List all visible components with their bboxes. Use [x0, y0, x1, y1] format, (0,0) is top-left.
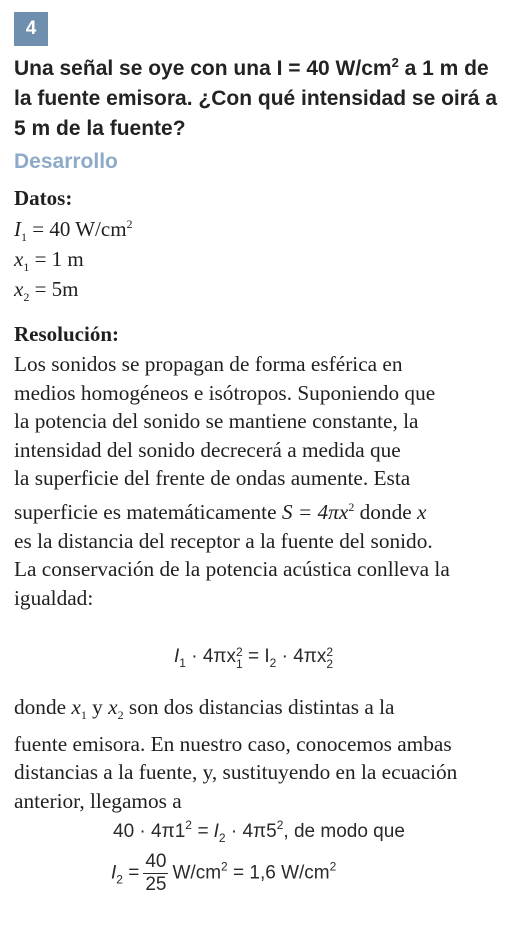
- line6-a: superficie es matemáticamente: [14, 499, 282, 524]
- resolucion-line: medios homogéneos e isótropos. Suponiendo que: [14, 380, 436, 405]
- eq2-c-sup: 2: [276, 818, 284, 832]
- dato-x2: [14, 277, 79, 305]
- dato-x1-rhs: = 1 m: [29, 247, 84, 271]
- after-x2-sub: 2: [117, 708, 124, 722]
- eq1-lhs-var: I: [174, 646, 180, 667]
- resolucion-line: intensidad del sonido decrecerá a medida que: [14, 437, 401, 462]
- after-word1: donde: [14, 695, 72, 719]
- eq2-b-sub: 2: [218, 831, 226, 845]
- eq1-lhs-mid: · 4πx: [185, 646, 237, 667]
- eq3-unit1: W/cm: [172, 862, 222, 884]
- eq3-fraction: [143, 851, 168, 896]
- dato-x1: [14, 247, 84, 275]
- after-line: fuente emisora. En nuestro caso, conocemos ambas: [14, 731, 452, 756]
- eq1-lhs-sup: 2: [236, 645, 243, 659]
- question-line-3: 5 m de la fuente?: [14, 117, 186, 140]
- eq3-denominator: 25: [145, 874, 167, 895]
- after-line: distancias a la fuente, y, sustituyendo en la ecuación: [14, 760, 458, 785]
- surface-formula: S = 4πx: [281, 499, 349, 524]
- datos-label: Datos:: [14, 186, 73, 210]
- eq3-result-sup: 2: [329, 859, 337, 874]
- surface-formula-sup: 2: [348, 499, 355, 514]
- question-line-1: Una señal se oye con una I = 40 W/cm: [14, 57, 392, 80]
- dato-i1-rhs: = 40 W/cm: [27, 217, 127, 241]
- question-sup: 2: [391, 55, 399, 70]
- dato-x2-var: x: [14, 277, 24, 301]
- line6-x: x: [417, 499, 427, 524]
- equation-conservation: [174, 646, 333, 670]
- resolucion-line: la potencia del sonido se mantiene constante, la: [14, 409, 419, 434]
- exercise-number-badge: 4: [14, 12, 48, 46]
- eq2-b: = I: [191, 821, 219, 842]
- eq1-lhs-sub: 1: [179, 656, 186, 670]
- eq1-rhs-sup: 2: [326, 645, 334, 659]
- eq1-rhs-sub2: 2: [326, 657, 334, 671]
- resolucion-line: igualdad:: [14, 585, 94, 610]
- after-x1-sub: 1: [80, 708, 87, 722]
- eq1-lhs-sub2: 1: [236, 657, 243, 671]
- dato-i1-var: I: [14, 217, 21, 241]
- eq3-var: I: [111, 862, 117, 884]
- after-y: y: [86, 695, 109, 719]
- resolucion-label: Resolución:: [14, 322, 119, 346]
- eq2-d: , de modo que: [283, 821, 405, 842]
- equation-substitution: [113, 818, 405, 845]
- dato-i1: [14, 217, 133, 245]
- after-line: anterior, llegamos a: [14, 788, 182, 813]
- eq2-c: · 4π5: [225, 821, 277, 842]
- dato-x1-var: x: [14, 247, 24, 271]
- after-paragraph: [14, 693, 519, 815]
- equation-result: [111, 851, 336, 896]
- eq2-a: 40 · 4π1: [113, 821, 186, 842]
- question-line-1-end: a 1 m de: [398, 57, 489, 80]
- dato-x2-sub: 2: [23, 290, 30, 304]
- after-x1: x: [71, 695, 81, 719]
- eq3-numerator: 40: [145, 851, 167, 872]
- resolucion-line: La conservación de la potencia acústica conlleva la: [14, 557, 450, 582]
- resolucion-line: Los sonidos se propagan de forma esférica en: [14, 352, 403, 376]
- eq3-sub: 2: [116, 872, 123, 887]
- eq3-result: = 1,6 W/cm: [227, 862, 330, 884]
- dato-i1-sup: 2: [126, 217, 133, 231]
- dato-x1-sub: 1: [23, 260, 30, 274]
- eq1-rhs-sub: 2: [269, 656, 277, 670]
- line6-b: donde: [354, 499, 418, 524]
- eq1-rhs-mid: · 4πx: [276, 646, 327, 667]
- question-text: [14, 54, 514, 144]
- question-line-2: la fuente emisora. ¿Con qué intensidad se oirá a: [14, 87, 498, 110]
- eq2-a-sup: 2: [185, 818, 192, 832]
- resolucion-line: es la distancia del receptor a la fuente del sonido.: [14, 528, 433, 553]
- section-title: Desarrollo: [14, 150, 118, 173]
- resolucion-paragraph: [14, 350, 519, 612]
- eq3-eq: =: [122, 862, 140, 884]
- resolucion-line-formula: [14, 493, 519, 527]
- after-x2: x: [108, 695, 118, 719]
- after-rest: son dos distancias distintas a la: [123, 695, 395, 719]
- eq3-unit1-sup: 2: [221, 859, 228, 874]
- dato-i1-sub: 1: [21, 230, 27, 244]
- dato-x2-rhs: = 5m: [29, 277, 79, 301]
- eq1-rhs-var: = I: [242, 646, 270, 667]
- after-line-1: [14, 693, 519, 730]
- resolucion-line: la superficie del frente de ondas aumente. Esta: [14, 466, 411, 491]
